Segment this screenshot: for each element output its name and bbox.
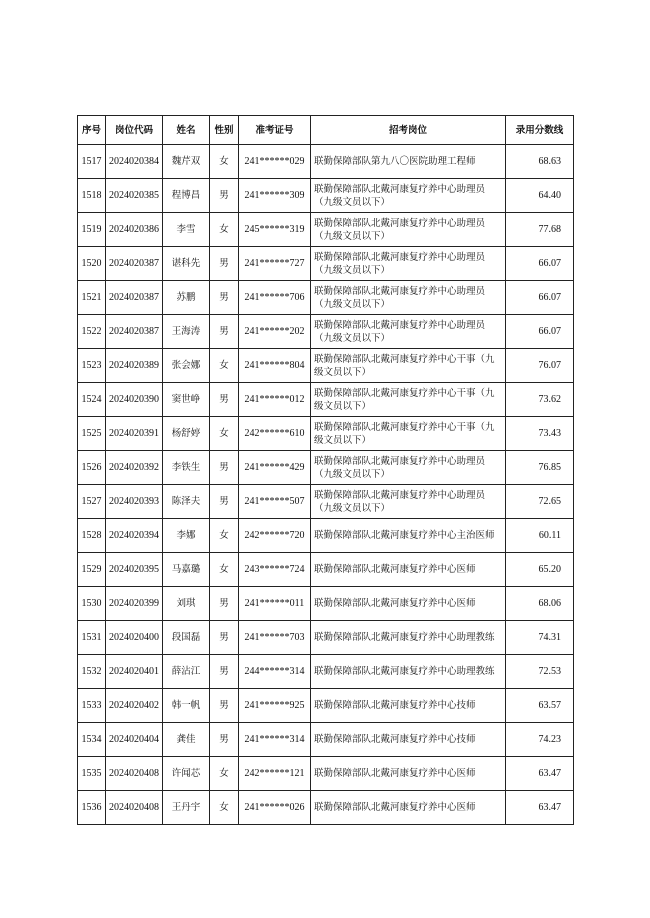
cell-index: 1534 [78, 723, 106, 757]
cell-position-code: 2024020391 [106, 417, 163, 451]
header-exam-id: 准考证号 [239, 116, 311, 145]
cell-gender: 女 [210, 213, 239, 247]
table-row [78, 621, 574, 655]
cell-exam-id: 245******319 [239, 213, 311, 247]
cell-position: 联勤保障部队北戴河康复疗养中心助理员（九级文员以下） [311, 451, 506, 485]
cell-index: 1529 [78, 553, 106, 587]
table-row [78, 757, 574, 791]
cell-position-code: 2024020402 [106, 689, 163, 723]
cell-name: 韩一帆 [163, 689, 210, 723]
cell-position-code: 2024020392 [106, 451, 163, 485]
cell-position: 联勤保障部队北戴河康复疗养中心技师 [311, 723, 506, 757]
cell-position-code: 2024020399 [106, 587, 163, 621]
cell-position-code: 2024020387 [106, 315, 163, 349]
table-row [78, 417, 574, 451]
cell-index: 1531 [78, 621, 106, 655]
header-gender: 性别 [210, 116, 239, 145]
cell-index: 1527 [78, 485, 106, 519]
cell-index: 1525 [78, 417, 106, 451]
cell-gender: 女 [210, 417, 239, 451]
cell-index: 1522 [78, 315, 106, 349]
table-row [78, 213, 574, 247]
cell-score: 68.63 [506, 145, 574, 179]
cell-name: 薛沾江 [163, 655, 210, 689]
cell-score: 60.11 [506, 519, 574, 553]
cell-position: 联勤保障部队北戴河康复疗养中心干事（九级文员以下） [311, 349, 506, 383]
header-name: 姓名 [163, 116, 210, 145]
cell-name: 张会娜 [163, 349, 210, 383]
table-row [78, 553, 574, 587]
cell-position-code: 2024020387 [106, 247, 163, 281]
cell-gender: 女 [210, 145, 239, 179]
cell-gender: 男 [210, 485, 239, 519]
cell-name: 龚佳 [163, 723, 210, 757]
cell-score: 64.40 [506, 179, 574, 213]
cell-name: 王丹宇 [163, 791, 210, 825]
cell-gender: 男 [210, 315, 239, 349]
cell-gender: 女 [210, 519, 239, 553]
cell-score: 63.47 [506, 791, 574, 825]
cell-score: 76.07 [506, 349, 574, 383]
cell-name: 马嘉璐 [163, 553, 210, 587]
cell-exam-id: 241******804 [239, 349, 311, 383]
table-row [78, 655, 574, 689]
header-position: 招考岗位 [311, 116, 506, 145]
table-row [78, 519, 574, 553]
cell-position: 联勤保障部队北戴河康复疗养中心医师 [311, 791, 506, 825]
cell-exam-id: 241******429 [239, 451, 311, 485]
cell-exam-id: 242******121 [239, 757, 311, 791]
table-row [78, 179, 574, 213]
cell-score: 72.65 [506, 485, 574, 519]
cell-name: 李雪 [163, 213, 210, 247]
cell-index: 1533 [78, 689, 106, 723]
cell-position-code: 2024020408 [106, 757, 163, 791]
cell-position: 联勤保障部队北戴河康复疗养中心医师 [311, 757, 506, 791]
cell-exam-id: 241******309 [239, 179, 311, 213]
cell-score: 65.20 [506, 553, 574, 587]
cell-exam-id: 241******727 [239, 247, 311, 281]
cell-position-code: 2024020408 [106, 791, 163, 825]
cell-position-code: 2024020393 [106, 485, 163, 519]
cell-index: 1528 [78, 519, 106, 553]
table-row [78, 689, 574, 723]
cell-index: 1520 [78, 247, 106, 281]
cell-score: 73.62 [506, 383, 574, 417]
cell-exam-id: 242******610 [239, 417, 311, 451]
cell-position: 联勤保障部队北戴河康复疗养中心助理员（九级文员以下） [311, 315, 506, 349]
cell-name: 杨舒婷 [163, 417, 210, 451]
cell-score: 73.43 [506, 417, 574, 451]
cell-name: 刘琪 [163, 587, 210, 621]
cell-index: 1518 [78, 179, 106, 213]
cell-gender: 男 [210, 655, 239, 689]
cell-position-code: 2024020395 [106, 553, 163, 587]
table-row [78, 451, 574, 485]
cell-gender: 女 [210, 791, 239, 825]
cell-index: 1517 [78, 145, 106, 179]
cell-position: 联勤保障部队北戴河康复疗养中心主治医师 [311, 519, 506, 553]
cell-name: 王海涛 [163, 315, 210, 349]
cell-gender: 男 [210, 621, 239, 655]
cell-index: 1535 [78, 757, 106, 791]
table-body [78, 145, 574, 825]
table-row [78, 315, 574, 349]
cell-score: 74.23 [506, 723, 574, 757]
cell-position-code: 2024020400 [106, 621, 163, 655]
table-row [78, 485, 574, 519]
cell-index: 1519 [78, 213, 106, 247]
cell-gender: 男 [210, 451, 239, 485]
cell-position: 联勤保障部队北戴河康复疗养中心技师 [311, 689, 506, 723]
cell-position: 联勤保障部队北戴河康复疗养中心医师 [311, 587, 506, 621]
table-header-row [78, 116, 574, 145]
cell-exam-id: 241******026 [239, 791, 311, 825]
cell-score: 63.57 [506, 689, 574, 723]
cell-exam-id: 241******012 [239, 383, 311, 417]
cell-score: 74.31 [506, 621, 574, 655]
cell-position: 联勤保障部队北戴河康复疗养中心助理教练 [311, 621, 506, 655]
cell-index: 1521 [78, 281, 106, 315]
cell-position-code: 2024020387 [106, 281, 163, 315]
table-row [78, 281, 574, 315]
cell-score: 68.06 [506, 587, 574, 621]
cell-position-code: 2024020384 [106, 145, 163, 179]
cell-name: 李铁生 [163, 451, 210, 485]
cell-position: 联勤保障部队北戴河康复疗养中心助理员（九级文员以下） [311, 281, 506, 315]
cell-position-code: 2024020404 [106, 723, 163, 757]
cell-name: 苏鹏 [163, 281, 210, 315]
cell-score: 72.53 [506, 655, 574, 689]
cell-name: 窦世峥 [163, 383, 210, 417]
table-row [78, 587, 574, 621]
cell-score: 66.07 [506, 281, 574, 315]
cell-score: 77.68 [506, 213, 574, 247]
cell-exam-id: 241******314 [239, 723, 311, 757]
cell-index: 1530 [78, 587, 106, 621]
cell-gender: 女 [210, 757, 239, 791]
cell-position: 联勤保障部队北戴河康复疗养中心助理员（九级文员以下） [311, 485, 506, 519]
cell-position-code: 2024020390 [106, 383, 163, 417]
cell-exam-id: 241******706 [239, 281, 311, 315]
header-index: 序号 [78, 116, 106, 145]
cell-exam-id: 241******011 [239, 587, 311, 621]
cell-name: 陈泽夫 [163, 485, 210, 519]
cell-position-code: 2024020386 [106, 213, 163, 247]
cell-index: 1523 [78, 349, 106, 383]
cell-position: 联勤保障部队北戴河康复疗养中心干事（九级文员以下） [311, 383, 506, 417]
cell-name: 李娜 [163, 519, 210, 553]
cell-exam-id: 241******925 [239, 689, 311, 723]
cell-gender: 男 [210, 689, 239, 723]
cell-name: 谌科先 [163, 247, 210, 281]
cell-gender: 男 [210, 723, 239, 757]
cell-exam-id: 241******703 [239, 621, 311, 655]
cell-index: 1524 [78, 383, 106, 417]
cell-index: 1536 [78, 791, 106, 825]
cell-score: 66.07 [506, 247, 574, 281]
cell-position: 联勤保障部队北戴河康复疗养中心助理教练 [311, 655, 506, 689]
cell-position: 联勤保障部队第九八〇医院助理工程师 [311, 145, 506, 179]
table-row [78, 723, 574, 757]
cell-gender: 男 [210, 247, 239, 281]
cell-exam-id: 244******314 [239, 655, 311, 689]
cell-score: 63.47 [506, 757, 574, 791]
cell-name: 段国磊 [163, 621, 210, 655]
header-score: 录用分数线 [506, 116, 574, 145]
cell-position-code: 2024020401 [106, 655, 163, 689]
cell-name: 程博昌 [163, 179, 210, 213]
admission-table [77, 115, 574, 825]
cell-gender: 女 [210, 553, 239, 587]
cell-gender: 男 [210, 587, 239, 621]
table-row [78, 383, 574, 417]
cell-position-code: 2024020385 [106, 179, 163, 213]
cell-position: 联勤保障部队北戴河康复疗养中心医师 [311, 553, 506, 587]
cell-position-code: 2024020394 [106, 519, 163, 553]
cell-gender: 男 [210, 179, 239, 213]
header-position-code: 岗位代码 [106, 116, 163, 145]
cell-position: 联勤保障部队北戴河康复疗养中心助理员（九级文员以下） [311, 247, 506, 281]
cell-exam-id: 241******507 [239, 485, 311, 519]
table-row [78, 145, 574, 179]
cell-position: 联勤保障部队北戴河康复疗养中心助理员（九级文员以下） [311, 179, 506, 213]
cell-score: 66.07 [506, 315, 574, 349]
cell-position: 联勤保障部队北戴河康复疗养中心助理员（九级文员以下） [311, 213, 506, 247]
table-row [78, 247, 574, 281]
cell-exam-id: 242******720 [239, 519, 311, 553]
cell-name: 许闻芯 [163, 757, 210, 791]
cell-position-code: 2024020389 [106, 349, 163, 383]
cell-score: 76.85 [506, 451, 574, 485]
table-row [78, 349, 574, 383]
cell-exam-id: 243******724 [239, 553, 311, 587]
cell-gender: 男 [210, 281, 239, 315]
cell-exam-id: 241******202 [239, 315, 311, 349]
cell-gender: 女 [210, 349, 239, 383]
cell-position: 联勤保障部队北戴河康复疗养中心干事（九级文员以下） [311, 417, 506, 451]
table-row [78, 791, 574, 825]
cell-name: 魏芹双 [163, 145, 210, 179]
cell-index: 1532 [78, 655, 106, 689]
cell-exam-id: 241******029 [239, 145, 311, 179]
cell-gender: 男 [210, 383, 239, 417]
cell-index: 1526 [78, 451, 106, 485]
